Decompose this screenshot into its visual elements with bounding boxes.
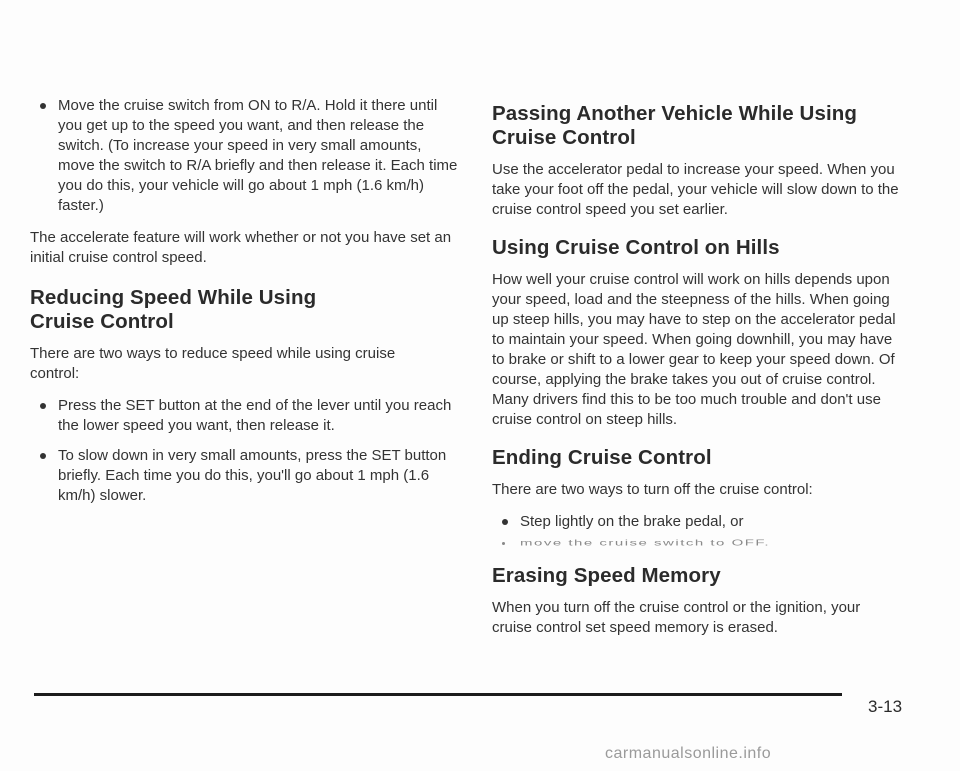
bullet-icon bbox=[40, 103, 46, 109]
watermark: carmanualsonline.info bbox=[605, 745, 772, 762]
list-item bbox=[30, 396, 462, 436]
passing-paragraph: Use the accelerator pedal to increase your speed. When you take your foot off the pedal, your vehicle will slow down to the cruise control speed you set earlier. bbox=[492, 161, 899, 218]
bullet-text: To slow down in very small amounts, press the SET button briefly. Each time you do this, you'll go about 1 mph (1.6 km/h) slower. bbox=[58, 447, 447, 504]
footer-rule bbox=[34, 693, 842, 696]
bullet-text-faded: move the cruise switch to OFF. bbox=[520, 538, 771, 548]
left-column bbox=[30, 96, 462, 518]
accelerate-paragraph: The accelerate feature will work whether or not you have set an initial cruise control speed. bbox=[30, 229, 452, 266]
reducing-speed-heading: Reducing Speed While Using Cruise Control bbox=[30, 286, 317, 333]
reducing-bullet-list bbox=[30, 396, 462, 506]
erasing-heading: Erasing Speed Memory bbox=[492, 564, 721, 587]
ending-paragraph: There are two ways to turn off the cruise control: bbox=[492, 481, 813, 498]
intro-bullet-list bbox=[30, 96, 462, 216]
list-item bbox=[492, 512, 916, 532]
bullet-text: Move the cruise switch from ON to R/A. Hold it there until you get up to the speed you want, and then release the switch. (To increase your speed in very small amounts, move the switch to R/A briefly and then release it. Each time you do this, your vehicle will go about 1 mph (1.6 km/h) faster.) bbox=[58, 97, 458, 214]
bullet-icon bbox=[502, 542, 505, 545]
reducing-speed-paragraph: There are two ways to reduce speed while using cruise control: bbox=[30, 345, 396, 382]
page-number: 3-13 bbox=[868, 697, 903, 716]
erasing-paragraph: When you turn off the cruise control or the ignition, your cruise control set speed memory is erased. bbox=[492, 599, 861, 636]
list-item bbox=[30, 446, 448, 506]
bullet-icon bbox=[40, 453, 46, 459]
bullet-icon bbox=[502, 519, 508, 525]
list-item bbox=[492, 538, 916, 552]
hills-heading: Using Cruise Control on Hills bbox=[492, 236, 780, 259]
passing-heading: Passing Another Vehicle While Using Cruise Control bbox=[492, 102, 857, 149]
ending-bullet-list bbox=[492, 512, 916, 552]
list-item bbox=[30, 96, 462, 216]
bullet-text: Step lightly on the brake pedal, or bbox=[520, 513, 744, 530]
bullet-text: Press the SET button at the end of the lever until you reach the lower speed you want, then release it. bbox=[58, 397, 452, 434]
ending-heading: Ending Cruise Control bbox=[492, 446, 712, 469]
bullet-icon bbox=[40, 403, 46, 409]
hills-paragraph: How well your cruise control will work on hills depends upon your speed, load and the steepness of the hills. When going up steep hills, you may have to step on the accelerator pedal to maintain your speed. When going downhill, you may have to brake or shift to a lower gear to keep your speed down. Of course, applying the brake takes you out of cruise control. Many drivers find this to be too much trouble and don't use cruise control on steep hills. bbox=[492, 271, 896, 428]
right-column bbox=[492, 96, 916, 650]
